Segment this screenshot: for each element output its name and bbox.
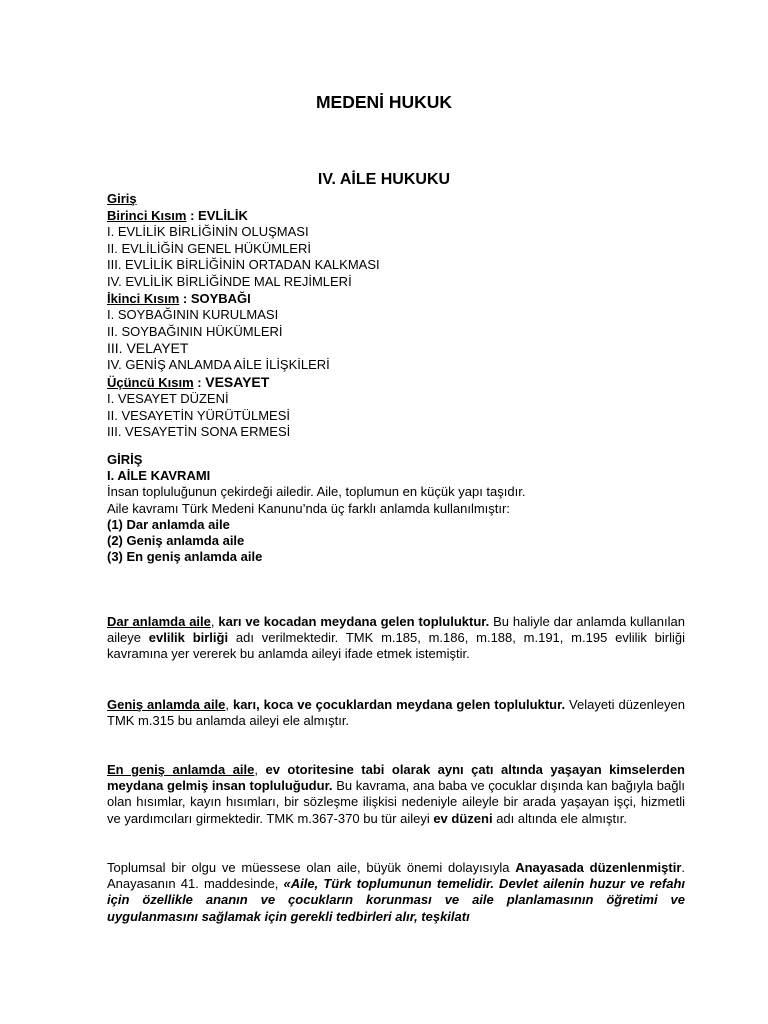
- toc-section-heading: [107, 291, 667, 308]
- body-text: Bu kavrama, ana baba ve çocuklar dışında kan bağıyla bağlı olan hısımlar, kayın hısımları, bir sözleşme ilişkisi nedeniyle aileyle bir arada yaşayan işçi, hizmetli ve yardımcıları girmektedir. TMK m.367-370 bu tür aileyi: [107, 778, 685, 826]
- toc-item: I. EVLİLİK BİRLİĞİNİN OLUŞMASI: [107, 224, 309, 240]
- toc-giris: Giriş: [107, 191, 137, 206]
- document-title: MEDENİ HUKUK: [315, 92, 453, 112]
- toc-item: II. VESAYETİN YÜRÜTÜLMESİ: [107, 407, 291, 423]
- definition: karı, koca ve çocuklardan meydana gelen topluluktur.: [232, 697, 566, 712]
- list-item: (3) En geniş anlamda aile: [107, 549, 263, 565]
- term: En geniş anlamda aile: [107, 762, 255, 777]
- toc-item: II. EVLİLİĞİN GENEL HÜKÜMLERİ: [107, 240, 311, 256]
- emphasis: ev düzeni: [433, 810, 493, 826]
- toc-section-sep: :: [193, 374, 206, 390]
- constitution-quote: «Aile, Türk toplumunun temelidir. Devlet ailenin huzur ve refahı için özellikle ananın ve çocukların korunması ve aile planlamasının öğretimi ve uygulanmasını sağlamak için gerekli tedbirleri alır, teşkilatı: [107, 876, 685, 924]
- toc-section-heading: [107, 208, 667, 225]
- definition: ev otoritesine tabi olarak aynı çatı altında yaşayan kimselerden meydana gelmiş insan topluluğudur.: [107, 762, 685, 794]
- emphasis: Anayasada düzenlenmiştir: [515, 860, 682, 875]
- toc-section-label: Birinci Kısım: [107, 207, 187, 223]
- paragraph-en-genis-anlamda-aile: [107, 762, 685, 827]
- toc-item: IV. GENİŞ ANLAMDA AİLE İLİŞKİLERİ: [107, 356, 330, 372]
- body-text: Velayeti düzenleyen TMK m.315 bu anlamda aileyi ele almıştır.: [107, 697, 685, 729]
- body-line: Aile kavramı Türk Medeni Kanunu’nda üç farklı anlamda kullanılmıştır:: [107, 500, 510, 516]
- separator: ,: [225, 697, 233, 712]
- intro-section: [107, 452, 685, 565]
- separator: ,: [254, 762, 266, 777]
- body-line: İnsan topluluğunun çekirdeği ailedir. Aile, toplumun en küçük yapı taşıdır.: [107, 484, 526, 500]
- toc-item: I. VESAYET DÜZENİ: [107, 391, 229, 407]
- toc-item: II. SOYBAĞININ HÜKÜMLERİ: [107, 323, 283, 339]
- part-title: IV. AİLE HUKUKU: [317, 171, 451, 188]
- toc-section-sep: :: [186, 207, 199, 223]
- body-text: adı altında ele almıştır.: [492, 810, 627, 826]
- paragraph-genis-anlamda-aile: [107, 697, 685, 729]
- table-of-contents: [107, 191, 667, 441]
- list-item: (1) Dar anlamda aile: [107, 516, 230, 532]
- body-text: . Anayasanın 41. maddesinde,: [107, 860, 686, 892]
- body-text: Bu haliyle dar anlamda kullanılan aileye: [107, 614, 685, 646]
- toc-section-name: EVLİLİK: [198, 207, 248, 223]
- emphasis: evlilik birliği: [148, 630, 229, 646]
- list-item: (2) Geniş anlamda aile: [107, 533, 245, 549]
- toc-item: I. SOYBAĞININ KURULMASI: [107, 307, 279, 323]
- toc-item: IV. EVLİLİK BİRLİĞİNDE MAL REJİMLERİ: [107, 273, 352, 289]
- toc-section-label: İkinci Kısım: [107, 290, 180, 306]
- separator: ,: [210, 614, 219, 629]
- toc-section-name: SOYBAĞI: [190, 290, 251, 306]
- toc-item: III. EVLİLİK BİRLİĞİNİN ORTADAN KALKMASI: [107, 257, 380, 273]
- paragraph-anayasa: [107, 860, 685, 925]
- toc-section-label: Üçüncü Kısım: [107, 374, 194, 390]
- toc-section-sep: :: [179, 290, 191, 306]
- body-text: adı verilmektedir. TMK m.185, m.186, m.188, m.191, m.195 evlilik birliği kavramına yer vererek bu anlamda aileyi ifade etmek istemiştir.: [107, 630, 686, 662]
- toc-section-name: VESAYET: [205, 373, 270, 390]
- body-text: Toplumsal bir olgu ve müessese olan aile, büyük önemi dolayısıyla: [107, 860, 516, 875]
- toc-item: III. VESAYETİN SONA ERMESİ: [107, 424, 291, 440]
- term: Dar anlamda aile: [107, 614, 211, 629]
- term: Geniş anlamda aile: [107, 697, 226, 712]
- section-heading: GİRİŞ: [107, 452, 143, 467]
- toc-section-heading: [107, 374, 667, 392]
- section-subheading: I. AİLE KAVRAMI: [107, 468, 211, 484]
- toc-item: III. VELAYET: [107, 340, 189, 357]
- definition: karı ve kocadan meydana gelen topluluktur.: [218, 614, 490, 629]
- paragraph-dar-anlamda-aile: [107, 614, 685, 663]
